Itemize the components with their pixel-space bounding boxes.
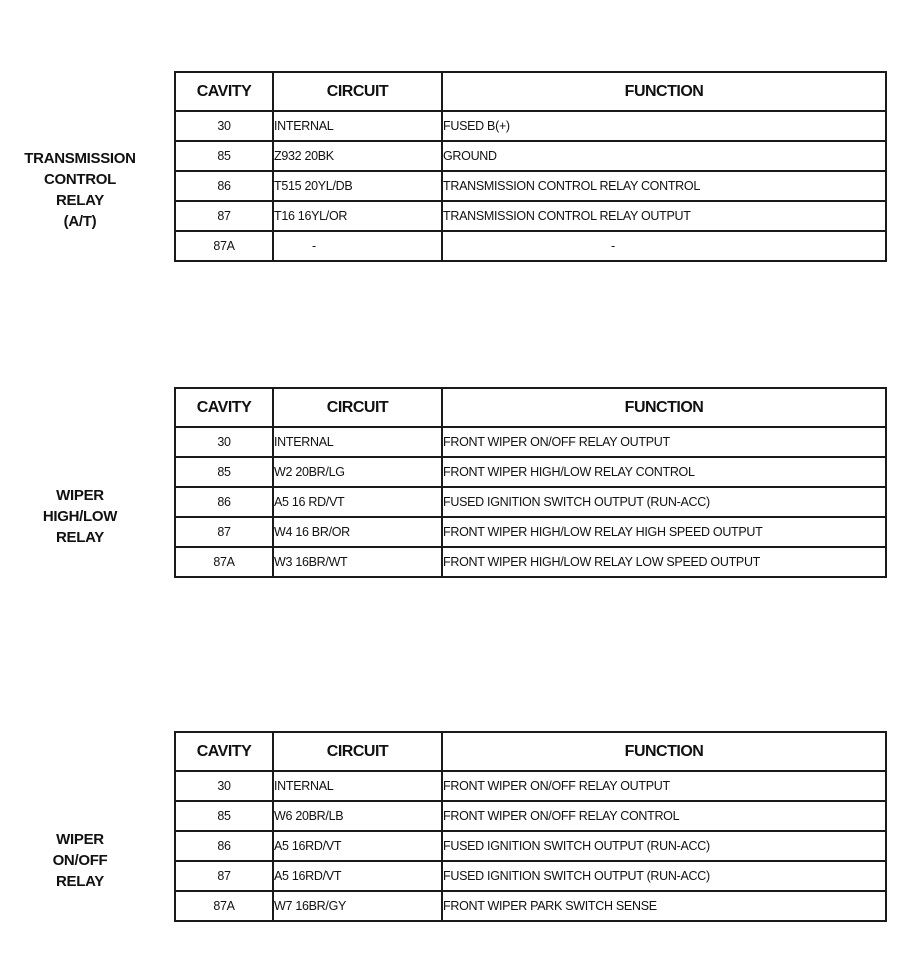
section-label-transmission-control-relay	[10, 148, 150, 232]
cavity-cell: 30	[175, 771, 273, 801]
function-cell: TRANSMISSION CONTROL RELAY OUTPUT	[442, 201, 886, 231]
table-row	[175, 831, 886, 861]
cavity-cell: 87A	[175, 231, 273, 261]
function-cell: FRONT WIPER HIGH/LOW RELAY LOW SPEED OUTPUT	[442, 547, 886, 577]
cavity-cell: 87	[175, 517, 273, 547]
function-cell: FUSED IGNITION SWITCH OUTPUT (RUN-ACC)	[442, 831, 886, 861]
header-function: FUNCTION	[442, 72, 886, 111]
table-row	[175, 487, 886, 517]
header-circuit: CIRCUIT	[273, 72, 442, 111]
label-line: TRANSMISSION	[24, 150, 136, 167]
section-label-wiper-high-low-relay	[10, 485, 150, 548]
header-row	[175, 732, 886, 771]
cavity-cell: 87A	[175, 891, 273, 921]
circuit-cell: W3 16BR/WT	[273, 547, 442, 577]
circuit-cell: W2 20BR/LG	[273, 457, 442, 487]
circuit-cell: -	[273, 231, 442, 261]
table-row	[175, 801, 886, 831]
cavity-cell: 85	[175, 801, 273, 831]
header-cavity: CAVITY	[175, 388, 273, 427]
function-cell: -	[442, 231, 886, 261]
circuit-cell: Z932 20BK	[273, 141, 442, 171]
table-row	[175, 171, 886, 201]
function-cell: FRONT WIPER ON/OFF RELAY OUTPUT	[442, 427, 886, 457]
header-cavity: CAVITY	[175, 732, 273, 771]
cavity-cell: 85	[175, 457, 273, 487]
circuit-cell: W4 16 BR/OR	[273, 517, 442, 547]
function-cell: FRONT WIPER ON/OFF RELAY CONTROL	[442, 801, 886, 831]
section-label-wiper-on-off-relay	[10, 829, 150, 892]
pinout-table-transmission-control-relay	[174, 71, 887, 262]
table-row	[175, 141, 886, 171]
cavity-cell: 87	[175, 201, 273, 231]
table-row	[175, 457, 886, 487]
label-line: ON/OFF	[52, 852, 108, 869]
label-line: WIPER	[56, 487, 104, 504]
table-row	[175, 861, 886, 891]
cavity-cell: 85	[175, 141, 273, 171]
function-cell: FRONT WIPER HIGH/LOW RELAY CONTROL	[442, 457, 886, 487]
circuit-cell: T515 20YL/DB	[273, 171, 442, 201]
header-circuit: CIRCUIT	[273, 732, 442, 771]
function-cell: FUSED IGNITION SWITCH OUTPUT (RUN-ACC)	[442, 861, 886, 891]
pinout-table-wiper-high-low-relay	[174, 387, 887, 578]
label-line: CONTROL	[43, 171, 117, 188]
header-function: FUNCTION	[442, 388, 886, 427]
circuit-cell: A5 16RD/VT	[273, 831, 442, 861]
label-line: RELAY	[56, 873, 104, 890]
header-function: FUNCTION	[442, 732, 886, 771]
cavity-cell: 86	[175, 831, 273, 861]
circuit-cell: INTERNAL	[273, 111, 442, 141]
label-line: (A/T)	[63, 213, 97, 230]
function-cell: TRANSMISSION CONTROL RELAY CONTROL	[442, 171, 886, 201]
function-cell: FRONT WIPER PARK SWITCH SENSE	[442, 891, 886, 921]
pinout-table-wiper-on-off-relay	[174, 731, 887, 922]
table-row	[175, 427, 886, 457]
cavity-cell: 30	[175, 111, 273, 141]
table-row	[175, 517, 886, 547]
label-line: HIGH/LOW	[42, 508, 118, 525]
circuit-cell: INTERNAL	[273, 427, 442, 457]
header-cavity: CAVITY	[175, 72, 273, 111]
cavity-cell: 87	[175, 861, 273, 891]
cavity-cell: 30	[175, 427, 273, 457]
table-row	[175, 111, 886, 141]
function-cell: FUSED B(+)	[442, 111, 886, 141]
table-row	[175, 547, 886, 577]
label-line: RELAY	[56, 529, 104, 546]
cavity-cell: 86	[175, 171, 273, 201]
circuit-cell: A5 16 RD/VT	[273, 487, 442, 517]
label-line: RELAY	[56, 192, 104, 209]
circuit-cell: T16 16YL/OR	[273, 201, 442, 231]
function-cell: FRONT WIPER ON/OFF RELAY OUTPUT	[442, 771, 886, 801]
label-line: WIPER	[56, 831, 104, 848]
header-row	[175, 388, 886, 427]
cavity-cell: 86	[175, 487, 273, 517]
circuit-cell: INTERNAL	[273, 771, 442, 801]
table-row	[175, 771, 886, 801]
header-row	[175, 72, 886, 111]
circuit-cell: W6 20BR/LB	[273, 801, 442, 831]
function-cell: FUSED IGNITION SWITCH OUTPUT (RUN-ACC)	[442, 487, 886, 517]
header-circuit: CIRCUIT	[273, 388, 442, 427]
function-cell: GROUND	[442, 141, 886, 171]
circuit-cell: W7 16BR/GY	[273, 891, 442, 921]
table-row	[175, 891, 886, 921]
table-row	[175, 231, 886, 261]
table-row	[175, 201, 886, 231]
circuit-cell: A5 16RD/VT	[273, 861, 442, 891]
function-cell: FRONT WIPER HIGH/LOW RELAY HIGH SPEED OUTPUT	[442, 517, 886, 547]
cavity-cell: 87A	[175, 547, 273, 577]
